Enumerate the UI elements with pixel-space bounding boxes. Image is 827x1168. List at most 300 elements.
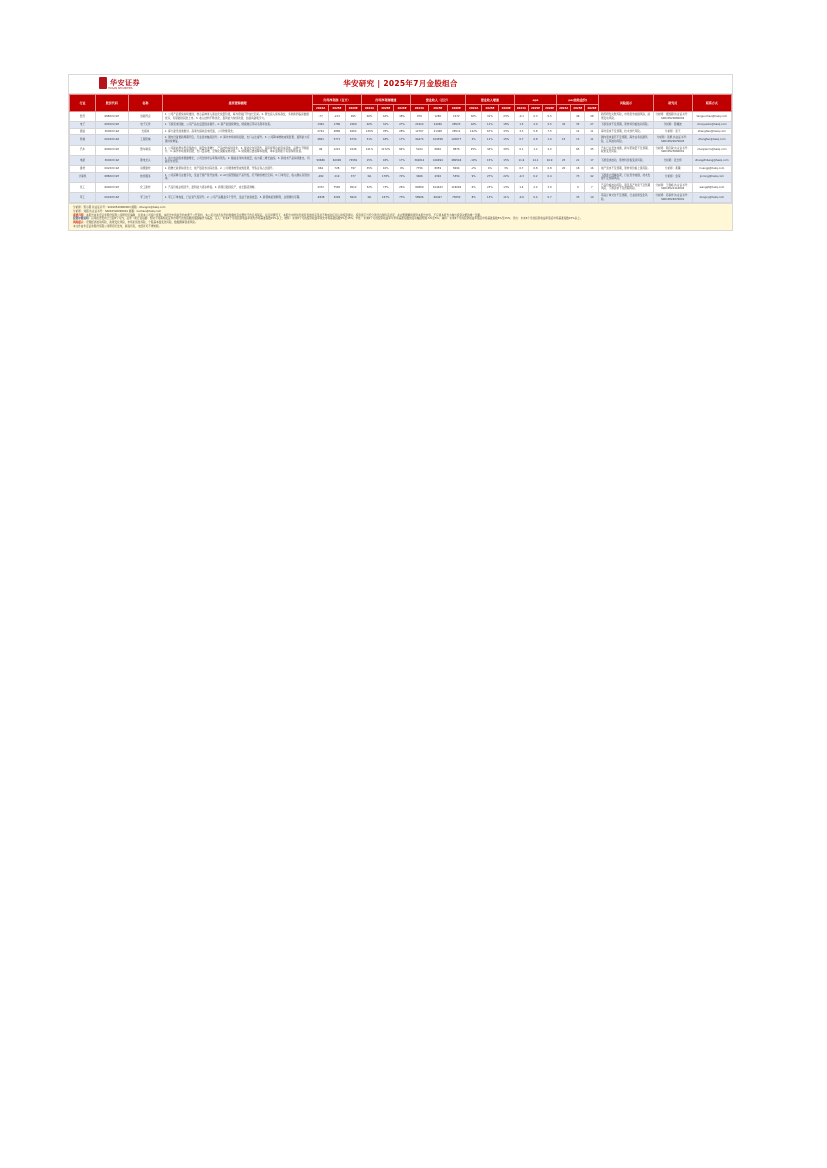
header-cell: eps <box>514 95 556 105</box>
metric-cell: 28512 <box>447 128 465 135</box>
contact-cell: wangqf@hazq.com <box>692 182 731 192</box>
metric-cell: 84% <box>394 145 410 155</box>
industry-cell: 电子 <box>70 122 96 129</box>
metric-cell: 42 <box>585 172 599 182</box>
footer-bottom: 本文件由华安证券股份有限公司研究所发布，版权所有，未经许可不得转载。 <box>73 224 162 228</box>
stock-code-cell: 002XXX.SZ <box>96 135 129 145</box>
metric-cell: 664 <box>313 165 329 172</box>
metric-cell: -0.1 <box>514 112 528 122</box>
report-title: 华安研究 | 2025年7月金股组合 <box>343 79 458 88</box>
stock-code-cell: 688XXX.SH <box>96 172 129 182</box>
metric-cell: 35% <box>361 165 377 172</box>
stock-name-cell: 化工新材 <box>128 182 163 192</box>
industry-cell: 通信 <box>70 128 96 135</box>
metric-cell <box>557 145 571 155</box>
metric-cell: 1.2 <box>528 145 542 155</box>
metric-cell: 30% <box>466 112 482 122</box>
metric-cell: 1.0 <box>543 135 557 145</box>
metric-cell: 23% <box>482 182 498 192</box>
metric-cell: 5771 <box>329 135 345 145</box>
metric-cell: 0.3 <box>528 112 542 122</box>
metric-cell: 178% <box>378 172 394 182</box>
sub-header-cell: 2024A <box>557 105 571 112</box>
metric-cell: 73650 <box>447 192 465 202</box>
metric-cell: 1.5 <box>514 122 528 129</box>
metric-cell: 15% <box>482 155 498 165</box>
contact-cell: chenyaobo@hazq.com <box>692 122 731 129</box>
metric-cell: 11.6 <box>514 155 528 165</box>
contact-cell: zhangfan@hazq.com <box>692 135 731 145</box>
metric-cell: 4889 <box>329 128 345 135</box>
metric-cell: 94474 <box>410 135 428 145</box>
risk-cell: 军品订单交付不及预期，行业政策变化风险。 <box>599 192 653 202</box>
logic-cell: 1. 公司深耕行业数字化，受益于国产替代加速。2. AI大模型赋能产品升级，打开新的增长空间。3. 订单充足，收入确认有望加速。 <box>163 172 313 182</box>
sub-header-cell: 2026E <box>447 105 465 112</box>
metric-cell: 15% <box>498 155 514 165</box>
table-body <box>70 112 732 203</box>
metric-cell: 74581 <box>345 155 361 165</box>
rating-title: 投资评级说明： <box>73 217 92 221</box>
metric-cell: 31% <box>361 135 377 145</box>
industry-cell: 军工 <box>70 192 96 202</box>
risk-cell: 新药研发失败风险，市场竞争加剧风险，政策变动风险。 <box>599 112 653 122</box>
industry-cell: 计算机 <box>70 172 96 182</box>
contact-cell: tanguochao@hazq.com <box>692 112 731 122</box>
metric-cell: 0.8 <box>543 165 557 172</box>
risk-text: 宏观经济波动风险，政策变化风险，市场系统性风险，个股基本面变化风险，数据测算误差风险。 <box>85 220 198 224</box>
metric-cell: 6% <box>466 182 482 192</box>
metric-cell: 13% <box>498 182 514 192</box>
risk-cell: 汽车行业竞争加剧，新车型销量不及预期，政策变化风险。 <box>599 145 653 155</box>
risk-cell: 下游客户预算收紧，行业竞争加剧，技术发展不及预期风险。 <box>599 172 653 182</box>
analyst-cell: 分析师：张志邦 <box>653 155 692 165</box>
table-row <box>70 128 732 135</box>
metric-cell: -2% <box>466 165 482 172</box>
metric-cell <box>557 172 571 182</box>
metric-cell: 78% <box>378 128 394 135</box>
industry-cell: 机械 <box>70 135 96 145</box>
metric-cell: 0.4 <box>528 192 542 202</box>
metric-cell: 96 <box>313 145 329 155</box>
metric-cell: 15 <box>557 135 571 145</box>
metric-cell: 25 <box>557 155 571 165</box>
sub-header-cell: 2026E <box>585 105 599 112</box>
metric-cell: 0.8 <box>528 135 542 145</box>
metric-cell: 73% <box>394 192 410 202</box>
metric-cell: 0.4 <box>543 172 557 182</box>
analyst-cell: 分析师：张天 <box>653 128 692 135</box>
metric-cell: 73 <box>571 172 585 182</box>
metric-cell: 362012 <box>410 155 428 165</box>
metric-cell: -0.6 <box>514 192 528 202</box>
metric-cell: 0.7 <box>514 135 528 145</box>
metric-cell: 118094 <box>447 182 465 192</box>
metric-cell: 5104 <box>410 145 428 155</box>
metric-cell: 28523 <box>447 122 465 129</box>
metric-cell: 2246 <box>345 145 361 155</box>
sub-header-cell: 2026E <box>394 105 410 112</box>
metric-cell <box>557 182 571 192</box>
metric-cell: 11 <box>585 128 599 135</box>
stock-name-cell: 创新药企 <box>128 112 163 122</box>
metric-cell: 25% <box>466 145 482 155</box>
metric-cell: 9% <box>394 165 410 172</box>
footer-analyst-1: 分析师：郑小霞 执业证书号：S0010520080003 邮箱：zhengxx@hazq.com <box>73 206 166 210</box>
stock-name-cell: 光模块 <box>128 128 163 135</box>
stock-name-cell: 整车制造 <box>128 145 163 155</box>
disclaimer-text: 本报告由华安证券股份有限公司研究所编制，仅供本公司客户使用。本报告中的信息均来源于公开资料，本公司对这些信息的准确性及完整性不作任何保证。在任何情况下，本报告中的信息或所表述的意见并不构成对任何人的投资建议。投资者应当充分考虑自身特定状况，并完整理解和使用本报告内容，不应视本报告为做出投资决策的唯一因素。 <box>85 213 483 217</box>
metric-cell: 18% <box>498 122 514 129</box>
contact-cell: jinrong@hazq.com <box>692 172 731 182</box>
metric-cell: 62099 <box>329 155 345 165</box>
metric-cell: -213 <box>329 112 345 122</box>
metric-cell: 31% <box>378 122 394 129</box>
sub-header-cell: 2024A <box>466 105 482 112</box>
sub-header-cell: 2025E <box>329 105 345 112</box>
metric-cell: 35 <box>585 145 599 155</box>
stock-code-cell: 002XXX.SZ <box>96 192 129 202</box>
metric-cell: 3466 <box>410 172 428 182</box>
metric-cell: 5354 <box>447 172 465 182</box>
table-row <box>70 182 732 192</box>
metric-cell: 4% <box>482 165 498 172</box>
stock-code-cell: 688XXX.SH <box>96 112 129 122</box>
table-row <box>70 192 732 202</box>
stock-table <box>69 94 732 203</box>
stock-name-cell: 工程机械 <box>128 135 163 145</box>
metric-cell: 1221 <box>329 145 345 155</box>
metric-cell: 26% <box>394 182 410 192</box>
sub-header-cell: 2026E <box>345 105 361 112</box>
metric-cell: 0.2 <box>528 172 542 182</box>
logic-cell: 1. 下游需求回暖，公司产品出货量稳步提升。2. 新产能陆续释放，规模效应带动毛利率改善。 <box>163 122 313 129</box>
header-cell: 推荐逻辑梳理 <box>163 95 313 112</box>
logic-cell: 1. 国内设备更新周期开启，行业需求触底回升。2. 海外市场持续拓展，出口占比提升。3. 公司降本增效成果显著，盈利能力有望持续修复。 <box>163 135 313 145</box>
metric-cell: 46 <box>571 112 585 122</box>
metric-cell: 84889 <box>410 182 428 192</box>
metric-cell: 0.5 <box>543 112 557 122</box>
analyst-cell: 分析师：王强峰 执业证书号：S0010522110002 <box>653 182 692 192</box>
metric-cell: 6264 <box>345 128 361 135</box>
metric-cell: 19 <box>585 192 599 202</box>
analyst-cell: 分析师：陈佳敏 执业证书号：S0010523060001 <box>653 145 692 155</box>
risk-cell: 地产需求不及预期，原材料价格上涨风险。 <box>599 165 653 172</box>
stock-name-cell: 军工电子 <box>128 192 163 202</box>
metric-cell: 72% <box>394 172 410 182</box>
table-row <box>70 155 732 165</box>
metric-cell: 7756 <box>410 165 428 172</box>
metric-cell: 0.1 <box>514 145 528 155</box>
metric-cell: 1780 <box>329 122 345 129</box>
metric-cell: 24260 <box>429 122 447 129</box>
industry-cell: 电新 <box>70 155 96 165</box>
logic-cell: 1. 稳增长政策持续发力，地产链需求边际改善。2. 公司渠道转型成效显著，零售业务占比提升。 <box>163 165 313 172</box>
risk-cell: 下游需求不及预期，原材料价格波动风险。 <box>599 122 653 129</box>
metric-cell: 2269 <box>345 122 361 129</box>
metric-cell: 30% <box>498 145 514 155</box>
metric-cell: 20 <box>557 165 571 172</box>
metric-cell: 3% <box>498 165 514 172</box>
logic-cell: 1. 动力电池需求稳健增长，公司全球市占率保持领先。2. 储能业务快速放量，成为第二增长曲线。3. 新技术产品持续推出，巩固竞争优势。 <box>163 155 313 165</box>
metric-cell: 6840 <box>429 145 447 155</box>
sub-header-cell: 2024A <box>410 105 428 112</box>
metric-cell: 12797 <box>410 128 428 135</box>
metric-cell: -77 <box>313 112 329 122</box>
industry-cell: 化工 <box>70 182 96 192</box>
metric-cell: 139% <box>361 128 377 135</box>
logo-text: 华安证券 <box>110 78 140 87</box>
metric-cell: 17% <box>394 155 410 165</box>
logo-subtitle: HUAAN SECURITIES <box>108 87 133 90</box>
contact-cell: zhangzhibang@hazq.com <box>692 155 731 165</box>
sub-header-cell: 2024A <box>313 105 329 112</box>
metric-cell: 4% <box>466 135 482 145</box>
metric-cell: 67% <box>482 128 498 135</box>
contact-cell: zhangtian@hazq.com <box>692 128 731 135</box>
stock-name-cell: 电子元件 <box>128 122 163 129</box>
stock-code-cell: 600XXX.SH <box>96 145 129 155</box>
metric-cell: 1280 <box>429 112 447 122</box>
metric-cell: 17 <box>585 155 599 165</box>
table-row <box>70 145 732 155</box>
metric-cell: 9% <box>466 172 482 182</box>
metric-cell <box>557 112 571 122</box>
metric-cell: 23% <box>498 112 514 122</box>
analyst-cell: 分析师：金荣 <box>653 172 692 182</box>
rating-text: 以本报告发布之日起6个月内，证券（或行业指数）相对于同期相关证券市场代表性指数的涨跌幅作为基准。买入：未来6个月的投资收益率领先市场基准指数15%以上；增持：未来6个月的投资收益率领先市场基准指数5%至15%；中性：未来6个月的投资收益率与市场基准指数的变动幅度相差-5%至5%；减持：未来6个月的投资收益率落后市场基准指数5%至15%；卖出：未来6个月的投资收益率落后市场基准指数15%以上。 <box>91 217 583 221</box>
stock-code-cell: 603XXX.SH <box>96 122 129 129</box>
header-cell: 归母净利润增速 <box>361 95 410 105</box>
stock-name-cell: 软件服务 <box>128 172 163 182</box>
metric-cell: 11% <box>498 192 514 202</box>
metric-cell: 7.5 <box>543 128 557 135</box>
metric-cell: 8294 <box>447 165 465 172</box>
stock-code-cell: 002XXX.SZ <box>96 165 129 172</box>
metric-cell: 1364 <box>313 122 329 129</box>
metric-cell: 4392 <box>429 172 447 182</box>
risk-title: 风险提示： <box>73 220 86 224</box>
metric-cell: 8876 <box>447 145 465 155</box>
metric-cell: 18 <box>571 165 585 172</box>
analyst-cell: 分析师：陈耀波 <box>653 122 692 129</box>
metric-cell: 58996 <box>410 192 428 202</box>
contact-cell: dengcy@hazq.com <box>692 192 731 202</box>
stock-name-cell: 消费建材 <box>128 165 163 172</box>
metric-cell: 15% <box>361 155 377 165</box>
header-cell: 归母净利润（百万） <box>313 95 362 105</box>
metric-cell: 13% <box>482 192 498 202</box>
logic-cell: 1. 公司新能源车型密集推出，销量快速增长，产品结构持续优化。2. 智能化布局领先，高阶智驾功能逐步落地，品牌力不断提升。3. 海外市场加速拓展，出口量高增，全球化战略成效初显。4. 规模效应叠加降本措施，单车盈利能力有望持续改善。 <box>163 145 313 155</box>
metric-cell: 50686 <box>313 155 329 165</box>
stock-name-cell: 锂电龙头 <box>128 155 163 165</box>
metric-cell: 480546 <box>447 155 465 165</box>
header-cell: 风险提示 <box>599 95 653 112</box>
metric-cell: 7 <box>585 182 599 192</box>
metric-cell: 16.9 <box>543 155 557 165</box>
metric-cell: NA <box>361 192 377 202</box>
metric-cell: 2.2 <box>543 145 557 155</box>
metric-cell: 32% <box>361 182 377 192</box>
sub-header-cell: 2024A <box>514 105 528 112</box>
logic-cell: 1. 公司产品管线持续推进，核心品种进入商业化放量阶段，海外授权打开成长空间。2. 研发投入保持高位，多款新药临床数据优异，有望陆续获批上市。3. 收入结构不断优化，盈利能力持续改善，估值具备吸引力。 <box>163 112 313 122</box>
metric-cell: 27% <box>482 172 498 182</box>
metric-cell: 5.8 <box>528 128 542 135</box>
metric-cell: 797 <box>345 165 361 172</box>
metric-cell: 11% <box>482 122 498 129</box>
footer-analyst-2: 分析师：刘超 执业证书号：S0010520090001 邮箱：liuchao@hazq.com <box>73 209 162 213</box>
metric-cell: 14 <box>571 128 585 135</box>
sub-header-cell: 2024A <box>361 105 377 112</box>
metric-cell: 17% <box>394 135 410 145</box>
metric-cell: 33% <box>498 128 514 135</box>
metric-cell: 65 <box>571 145 585 155</box>
metric-cell: 21924 <box>410 122 428 129</box>
metric-cell: 1572 <box>447 112 465 122</box>
contact-cell: chenjiamin@hazq.com <box>692 145 731 155</box>
metric-cell: 16% <box>466 122 482 129</box>
metric-cell: 3249 <box>329 192 345 202</box>
metric-cell: 21368 <box>429 128 447 135</box>
metric-cell: 0.7 <box>514 165 528 172</box>
analyst-cell: 分析师：黄骥 <box>653 165 692 172</box>
metric-cell: 16 <box>585 165 599 172</box>
analyst-cell: 分析师：邓承佯 执业证书号：S0010524070001 <box>653 192 692 202</box>
header-cell: 营业收入（百万） <box>410 95 465 105</box>
metric-cell: -10% <box>466 155 482 165</box>
metric-cell <box>557 128 571 135</box>
metric-cell: 2.4 <box>528 182 542 192</box>
metric-cell: 11% <box>482 135 498 145</box>
metric-cell: 3.3 <box>514 128 528 135</box>
metric-cell: 6734 <box>345 135 361 145</box>
metric-cell: 11 <box>585 135 599 145</box>
header-cell: 名称 <box>128 95 163 112</box>
analyst-cell: 分析师：谭国超 执业证书号：S0010520080002 <box>653 112 692 122</box>
header-cell: 营业收入增速 <box>466 95 515 105</box>
metric-cell: 0.7 <box>543 192 557 202</box>
risk-cell: 产品价格波动风险，项目投产进度不及预期风险，下游需求不及预期风险。 <box>599 182 653 192</box>
metric-cell: 21 <box>571 155 585 165</box>
metric-cell: 728 <box>329 165 345 172</box>
sub-header-cell: 2025E <box>482 105 498 112</box>
metric-cell: 2744 <box>313 128 329 135</box>
metric-cell: 42% <box>378 112 394 122</box>
metric-cell: 120677 <box>447 135 465 145</box>
metric-cell <box>557 192 571 202</box>
metric-cell: 10% <box>378 165 394 172</box>
metric-cell: NA <box>361 172 377 182</box>
header-row-top <box>70 95 732 105</box>
metric-cell: 45 <box>557 122 571 129</box>
logic-cell: 1. 算力建设加速推进，高速光模块需求旺盛，公司份额领先。 <box>163 128 313 135</box>
sub-header-cell: 2025E <box>571 105 585 112</box>
metric-cell: 15% <box>498 135 514 145</box>
metric-cell: 66427 <box>429 192 447 202</box>
metric-cell: 27% <box>394 122 410 129</box>
metric-cell: 33 <box>571 192 585 202</box>
metric-cell: 31% <box>482 112 498 122</box>
header-cell: 股票代码 <box>96 95 129 112</box>
disclaimer-title: 重要声明： <box>73 213 86 217</box>
metric-cell: -282 <box>313 172 329 182</box>
industry-cell: 医药 <box>70 112 96 122</box>
metric-cell: 14.1 <box>528 155 542 165</box>
table-row <box>70 122 732 129</box>
metric-cell: 22% <box>498 172 514 182</box>
table-row <box>70 135 732 145</box>
metric-cell: 416994 <box>429 155 447 165</box>
stock-code-cell: 300XXX.SZ <box>96 155 129 165</box>
sub-header-cell: 2026E <box>543 105 557 112</box>
metric-cell: 73% <box>378 182 394 192</box>
metric-cell: -0.3 <box>514 172 528 182</box>
stock-code-cell: 300XXX.SZ <box>96 128 129 135</box>
metric-cell: 976 <box>410 112 428 122</box>
metric-cell: 28% <box>394 128 410 135</box>
metric-cell: 8059 <box>429 165 447 172</box>
footer-notes <box>69 203 732 230</box>
industry-cell: 建材 <box>70 165 96 172</box>
analyst-cell: 分析师：张帆 执业证书号：S0010522070003 <box>653 135 692 145</box>
contact-cell: huangji@hazq.com <box>692 165 731 172</box>
table-row <box>70 165 732 172</box>
logic-cell: 1. 军工订单恢复，行业景气度回升。2. 公司产品覆盖多个型号，受益于装备放量。3. 新领域拓展顺利，业绩弹性可期。 <box>163 192 313 202</box>
metric-cell: 35 <box>571 122 585 129</box>
title-bar <box>69 75 732 94</box>
header-cell: 研究员 <box>653 95 692 112</box>
metric-cell: 104643 <box>429 182 447 192</box>
report-sheet <box>68 74 733 231</box>
metric-cell: 141% <box>361 145 377 155</box>
risk-cell: 国内需求复苏不及预期，海外业务拓展风险，汇率波动风险。 <box>599 135 653 145</box>
risk-cell: 下游需求波动，原材料价格变动风险。 <box>599 155 653 165</box>
sub-header-cell: 2025E <box>378 105 394 112</box>
industry-cell: 汽车 <box>70 145 96 155</box>
metric-cell: 0.8 <box>528 165 542 172</box>
metric-cell: 5624 <box>345 192 361 202</box>
metric-cell: 4891 <box>313 135 329 145</box>
table-row <box>70 112 732 122</box>
table-row <box>70 172 732 182</box>
metric-cell: 9512 <box>345 182 361 192</box>
metric-cell: 27 <box>585 122 599 129</box>
metric-cell: 377 <box>345 172 361 182</box>
metric-cell: 28 <box>585 112 599 122</box>
metric-cell: 7565 <box>329 182 345 192</box>
metric-cell: 1.4 <box>514 182 528 192</box>
metric-cell: 2.5 <box>543 122 557 129</box>
metric-cell: 2.0 <box>528 122 542 129</box>
sub-header-cell: 2025E <box>429 105 447 112</box>
stock-code-cell: 600XXX.SH <box>96 182 129 192</box>
metric-cell: 18% <box>378 135 394 145</box>
logic-cell: 1. 产品价格企稳回升，盈利能力逐步修复。2. 新项目陆续投产，成长路径清晰。 <box>163 182 313 192</box>
metric-cell: 13 <box>571 135 585 145</box>
metric-cell: 167% <box>378 192 394 202</box>
sub-header-cell: 2025E <box>528 105 542 112</box>
risk-cell: 海外需求不及预期，技术迭代风险。 <box>599 128 653 135</box>
metric-cell: 1172% <box>378 145 394 155</box>
metric-cell: 8% <box>466 192 482 202</box>
header-cell: 行业 <box>70 95 96 112</box>
metric-cell: 38% <box>394 112 410 122</box>
header-cell: 联系方式 <box>692 95 731 112</box>
sub-header-cell: 2026E <box>498 105 514 112</box>
metric-cell: 219 <box>329 172 345 182</box>
metric-cell: 34% <box>482 145 498 155</box>
metric-cell: 122% <box>466 128 482 135</box>
metric-cell: -4848 <box>313 192 329 202</box>
